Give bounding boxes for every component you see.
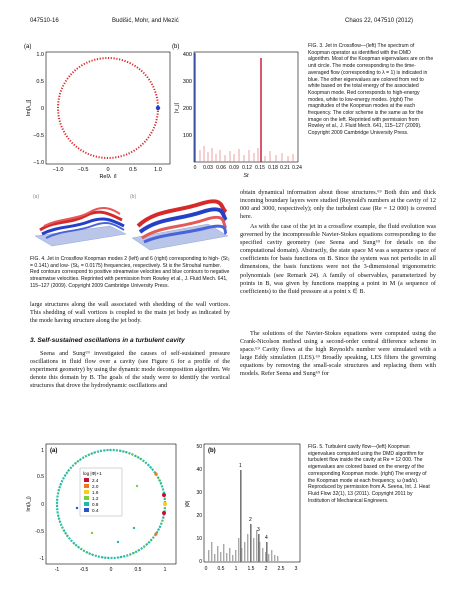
fig5b-panel-label: (b) xyxy=(208,448,216,454)
fig5b-ytick: 50 xyxy=(196,444,202,450)
fig5a-ytick: 0 xyxy=(41,502,44,508)
fig3a-ytick: 1.0 xyxy=(36,52,44,58)
fig3b-axes-frame xyxy=(194,52,298,162)
fig5a-eigenvalue-plot xyxy=(22,438,182,578)
fig3b-ytick: 400 xyxy=(182,52,192,58)
fig3a-panel-label: (a) xyxy=(24,44,32,50)
right-paragraph-3: The solutions of the Navier-Stokes equations were computed using the Crank-Nicolson method using a second-order central difference scheme in space.⁶⁹ Cavity flows at the high Reynold's number were simulated with a large Eddy simulation (LES).⁶⁹ Broadly speaking, LES filters the governing equations by removing the small-scale structures and replacing them with models. Refer Seena and Sung⁶⁹ for xyxy=(240,330,436,378)
fig5b-peak-label: 1 xyxy=(239,463,242,469)
legend-value-0: 2.4 xyxy=(92,478,99,483)
fig5a-xtick: -1 xyxy=(54,567,60,573)
right-paragraph-1: obtain dynamical information about those structures.⁶⁹ Both thin and thick incoming boundary layers were studied (Reynold's numbers at the cavity of 12 000 and 3000, respectively); only the turbulent case (Re = 12 000) is covered here. xyxy=(240,189,436,221)
fig5b-bars xyxy=(208,530,278,562)
fig3b-xtick: 0.15 xyxy=(255,165,265,171)
fig5b-ytick: 0 xyxy=(199,559,202,565)
fig3b-xtick: 0.12 xyxy=(242,165,252,171)
header-center: Budišić, Mohr, and Mezić xyxy=(112,18,179,24)
fig3b-ylabel: |v_j| xyxy=(174,103,180,113)
fig3b-magnitude-plot xyxy=(170,38,302,178)
legend-value-3: 1.2 xyxy=(92,496,99,501)
header-left: 047510-16 xyxy=(30,18,59,24)
fig3b-ytick: 200 xyxy=(182,106,192,112)
fig3a-ytick: 0 xyxy=(40,106,44,112)
fig5b-ytick: 40 xyxy=(196,467,202,473)
legend-swatch-0 xyxy=(84,478,89,482)
fig3a-ytick: 0.5 xyxy=(36,79,44,85)
fig4-panel-a-label: (a) xyxy=(33,194,40,200)
fig3b-xtick: 0.06 xyxy=(216,165,226,171)
fig5a-ytick: 1 xyxy=(41,448,44,454)
fig5a-xtick: 0.5 xyxy=(134,567,142,573)
fig3b-xtick: 0 xyxy=(193,165,197,171)
fig5b-xtick: 2.5 xyxy=(277,566,285,572)
fig5b-peak-bar-3 xyxy=(258,534,260,562)
fig3b-xtick: 0.24 xyxy=(292,165,302,171)
fig5b-xtick: 0.5 xyxy=(217,566,225,572)
fig5b-peak-bar-4 xyxy=(266,542,268,562)
fig5b-peak-label: 2 xyxy=(249,517,252,523)
fig3b-xtick: 0.03 xyxy=(203,165,213,171)
fig5a-ytick: -0.5 xyxy=(35,529,44,535)
fig5a-legend-title: log |Φ|+1 xyxy=(83,471,102,476)
fig4-panel-b-label: (b) xyxy=(130,194,137,200)
fig5b-peak-label: 3 xyxy=(257,527,260,533)
fig5a-panel-label: (a) xyxy=(50,448,58,454)
fig5a-ylabel: Im(λ_j) xyxy=(26,496,32,512)
fig3a-eigenvalue-ring xyxy=(58,58,158,158)
fig5a-ytick: -1 xyxy=(39,556,44,562)
fig3b-ytick: 100 xyxy=(182,133,192,139)
fig3-caption: FIG. 3. Jet in Crossflow—(left) The spectrum of Koopman operator as identified with the DMD algorithm. Most of the Koopman eigenvalues are on the unit circle. The mode corresponding to the time-averaged flow (corresponding to λ = 1) is indicated in blue. The other eigenvalues are colored from red to white based on the total energy of the associated Koopman mode. Red corresponds to high-energy modes, white to low-energy modes. (right) The magnitudes of the Koopman modes at the each frequency. The color scheme is the same as for the image on the left. Reprinted with permission from Rowley et al., J. Fluid Mech. 641, 115–127 (2009). Copyright 2009 Cambridge University Press. xyxy=(308,43,434,137)
left-paragraph-2: Seena and Sung⁶⁹ investigated the causes of self-sustained pressure oscillations in fluid flow over a cavity (see Figure 6 for a profile of the experiment geometry) by using the dynamic mode decomposition algorithm. We denote this domain by B. The goals of the study were to identify the vortical structures that drove the hydrodynamic oscillations and xyxy=(30,350,230,390)
fig5a-xtick: 0 xyxy=(109,567,113,573)
legend-swatch-5 xyxy=(84,508,89,512)
fig5b-xtick: 0 xyxy=(204,566,208,572)
right-paragraph-2: As with the case of the jet in a crossflow example, the fluid evolution was governed by the incompressible Navier-Stokes equations corresponding to the specified cavity geometry (see Seena and Sung⁶⁹ for details on the computational domain). Abstractly, the state space M was a sequence space of coefficients for basis functions on B. Since the system was not periodic in all dimensions, the basis functions were not the 3-dimensional trigonometric polynomials (see Remark 24). A family of observables, parameterized by points in B, was given by functions mapping a point in M (a sequence of coefficients) to the fluid pressure at a point x ∈ B. xyxy=(240,223,436,295)
fig5a-xtick: -0.5 xyxy=(79,567,89,573)
left-paragraph-1: large structures along the wall associated with shedding of the wall vortices. This shedding of wall vortices is coupled to the main jet body as indicated by the mode having structure along the jet body. xyxy=(30,301,230,325)
fig3a-axes-frame xyxy=(46,52,170,164)
section-title: 3. Self-sustained oscillations in a turbulent cavity xyxy=(30,337,185,344)
fig5b-peak-label: 4 xyxy=(265,535,268,541)
legend-value-2: 1.6 xyxy=(92,490,99,495)
legend-swatch-1 xyxy=(84,484,89,488)
legend-swatch-2 xyxy=(84,490,89,494)
fig3a-ylabel: Im[λ_j] xyxy=(26,99,32,117)
fig3a-spectrum-plot xyxy=(22,38,174,178)
fig3a-xtick: 0 xyxy=(106,167,110,173)
fig4a-mode-render xyxy=(35,208,126,246)
fig5b-ytick: 30 xyxy=(196,490,202,496)
fig3b-ytick: 300 xyxy=(182,79,192,85)
fig3a-xtick: −0.5 xyxy=(77,167,89,173)
fig5b-axes-frame xyxy=(204,444,300,562)
fig5b-ylabel: |Φ| xyxy=(185,500,191,508)
fig5-caption: FIG. 5. Turbulent cavity flow—(left) Koopman eigenvalues computed using the DMD algorithm for turbulent flow inside the cavity at Re = 12 000. The eigenvalues are colored based on the energy of the corresponding Koopman mode. (right) The energy of the Koopman mode at each frequency, ω (rad/s). Reproduced by permission from A. Seena, Int. J. Heat Fluid Flow 32(1), 13 (2011). Copyright 2011 by Institution of Mechanical Engineers. xyxy=(308,444,430,504)
fig5b-ytick: 10 xyxy=(196,536,202,542)
fig3b-xtick: 0.21 xyxy=(280,165,290,171)
fig3a-ytick: −0.5 xyxy=(33,133,44,139)
header-right: Chaos 22, 047510 (2012) xyxy=(345,18,414,24)
fig3b-panel-label: (b) xyxy=(172,44,180,50)
fig5b-energy-plot xyxy=(182,438,304,578)
fig5b-peak-bar-2 xyxy=(250,524,252,562)
fig5b-ytick: 20 xyxy=(196,513,202,519)
fig5a-xtick: 1 xyxy=(163,567,167,573)
legend-swatch-3 xyxy=(84,496,89,500)
fig5a-ytick: 0.5 xyxy=(37,474,44,480)
fig3a-xlabel: Re[λ_j] xyxy=(99,174,117,178)
fig5b-xtick: 1.5 xyxy=(247,566,255,572)
fig5b-peak-bar-1 xyxy=(240,470,242,562)
fig5b-xtick: 3 xyxy=(294,566,298,572)
fig3a-mean-mode-point xyxy=(156,106,160,110)
fig3b-xlabel: St xyxy=(243,173,249,178)
fig3a-xtick: 1.0 xyxy=(154,167,162,173)
legend-swatch-4 xyxy=(84,502,89,506)
legend-value-1: 2.0 xyxy=(92,484,99,489)
fig3a-xtick: −1.0 xyxy=(52,167,64,173)
fig3b-xtick: 0.18 xyxy=(268,165,278,171)
fig5b-xtick: 2 xyxy=(264,566,268,572)
fig3b-bars xyxy=(200,146,293,162)
fig3a-ytick: −1.0 xyxy=(33,160,44,166)
legend-value-5: 0.4 xyxy=(92,508,99,513)
fig3b-xtick: 0.09 xyxy=(229,165,239,171)
fig3a-xtick: 0.5 xyxy=(129,167,137,173)
fig4-caption: FIG. 4. Jet in Crossflow Koopman modes 2 (left) and 6 (right) corresponding to high- (St₂ = 0.141) and low- (St₆ = 0.0175) frequencies, respectively. St is the Strouhal number. Red contours correspond to positive streamwise velocities and blue contours to negative streamwise velocities. Reprinted with permission from Rowley et al., J. Fluid Mech. 641, 115–127 (2009). Copyright 2009 Cambridge University Press. xyxy=(30,256,230,289)
fig5b-xtick: 1 xyxy=(234,566,238,572)
fig4-koopman-mode-images xyxy=(30,190,230,254)
legend-value-4: 0.8 xyxy=(92,502,99,507)
fig4b-mode-render xyxy=(132,201,228,250)
